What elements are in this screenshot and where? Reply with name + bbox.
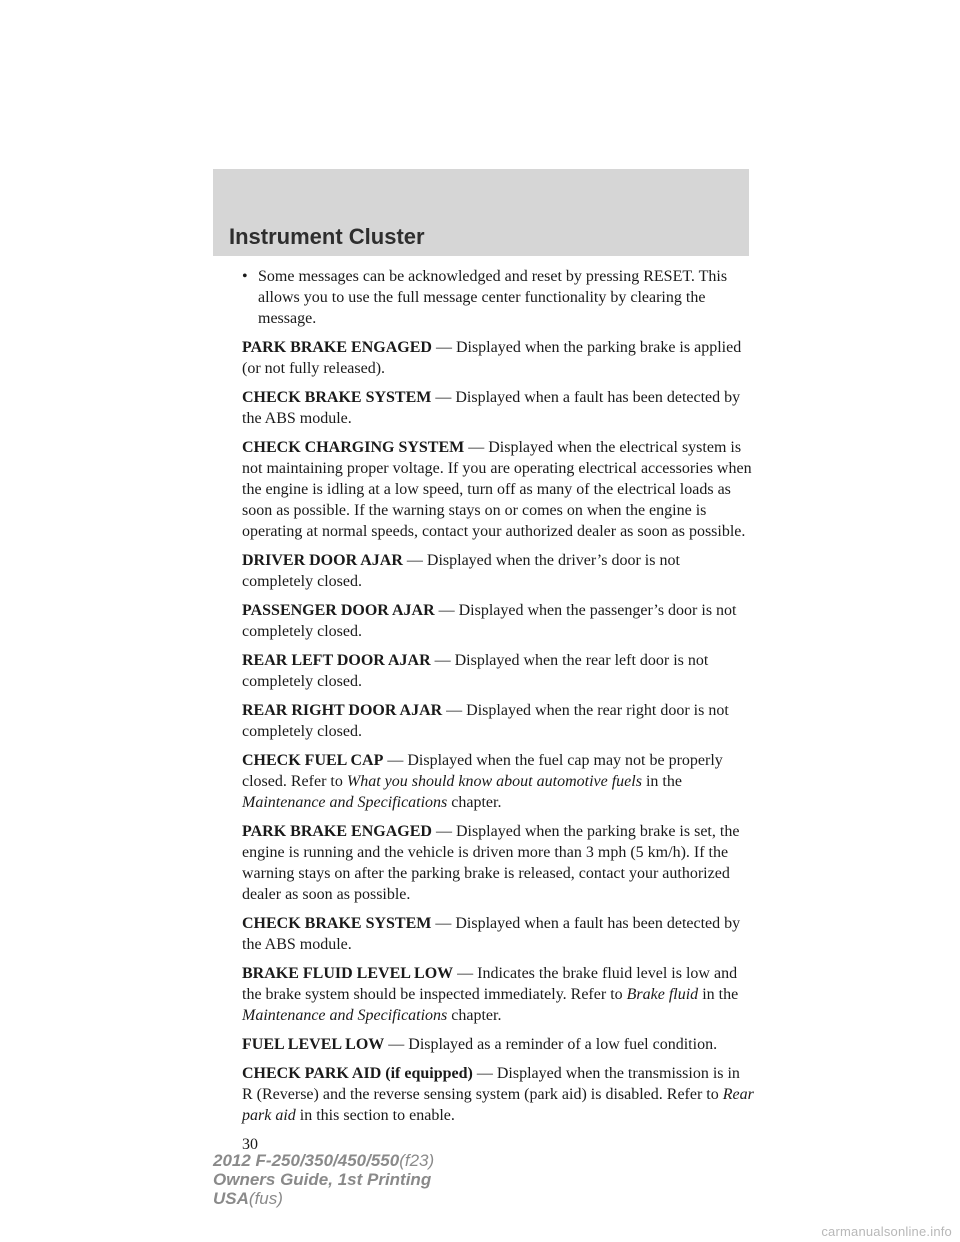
- message-entry: [242, 963, 754, 1026]
- message-entry: [242, 1063, 754, 1126]
- cross-reference-chapter: Maintenance and Specifications: [242, 794, 448, 811]
- message-entry: [242, 387, 754, 429]
- print-footer: [213, 1151, 434, 1208]
- message-list: [242, 337, 754, 1126]
- trailing-text: in this section to enable.: [299, 1107, 455, 1124]
- message-term: BRAKE FLUID LEVEL LOW: [242, 965, 454, 982]
- message-entry: [242, 650, 754, 692]
- message-term: PARK BRAKE ENGAGED: [242, 339, 432, 356]
- message-term: CHECK PARK AID (if equipped): [242, 1065, 473, 1082]
- message-description: — Displayed when the driver’s door is not completely closed.: [242, 552, 680, 590]
- cross-reference: Brake fluid: [626, 986, 699, 1003]
- chapter-header-band: [213, 169, 749, 256]
- message-description: — Displayed when the fuel cap may not be properly closed. Refer to: [242, 752, 723, 790]
- message-description: — Indicates the brake fluid level is low and the brake system should be inspected immediately. Refer to: [242, 965, 738, 1003]
- message-entry: [242, 337, 754, 379]
- bullet-mark: •: [242, 268, 248, 285]
- watermark: carmanualsonline.info: [821, 1224, 952, 1239]
- page-number: 30: [242, 1136, 258, 1153]
- message-entry: [242, 821, 754, 905]
- message-description: — Displayed when the parking brake is applied (or not fully released).: [242, 339, 742, 377]
- message-description: — Displayed when the passenger’s door is not completely closed.: [242, 602, 737, 640]
- cross-reference: What you should know about automotive fuels: [346, 773, 642, 790]
- footer-line-edition: Owners Guide, 1st Printing: [213, 1170, 432, 1189]
- message-entry: [242, 437, 754, 542]
- message-term: REAR RIGHT DOOR AJAR: [242, 702, 443, 719]
- connector-text: in the: [702, 986, 739, 1003]
- message-term: FUEL LEVEL LOW: [242, 1036, 385, 1053]
- message-description: — Displayed when the rear left door is not completely closed.: [242, 652, 709, 690]
- message-term: CHECK BRAKE SYSTEM: [242, 389, 432, 406]
- message-entry: [242, 600, 754, 642]
- message-term: DRIVER DOOR AJAR: [242, 552, 403, 569]
- message-term: PASSENGER DOOR AJAR: [242, 602, 435, 619]
- cross-reference: Rear park aid: [242, 1086, 754, 1124]
- footer-line-model: 2012 F-250/350/450/550(f23): [213, 1151, 435, 1170]
- bullet-item: [242, 266, 754, 329]
- message-entry: [242, 700, 754, 742]
- message-description: — Displayed as a reminder of a low fuel condition.: [388, 1036, 718, 1053]
- message-description: — Displayed when a fault has been detected by the ABS module.: [242, 915, 741, 953]
- message-entry: [242, 1034, 754, 1055]
- message-entry: [242, 913, 754, 955]
- page-content: [242, 266, 754, 1155]
- cross-reference-chapter: Maintenance and Specifications: [242, 1007, 448, 1024]
- message-term: CHECK CHARGING SYSTEM: [242, 439, 465, 456]
- message-entry: [242, 550, 754, 592]
- footer-line-region: USA(fus): [213, 1189, 283, 1208]
- message-description: — Displayed when the electrical system is not maintaining proper voltage. If you are operating electrical accessories when the engine is idling at a low speed, turn off as many of the electrical loads as soon as possible. If the warning stays on or comes on when the engine is operating at normal speeds, contact your authorized dealer as soon as possible.: [242, 439, 752, 540]
- trailing-text: chapter.: [451, 794, 502, 811]
- message-term: REAR LEFT DOOR AJAR: [242, 652, 431, 669]
- trailing-text: chapter.: [451, 1007, 502, 1024]
- message-description: — Displayed when the transmission is in R (Reverse) and the reverse sensing system (park aid) is disabled. Refer to: [242, 1065, 740, 1103]
- message-description: — Displayed when a fault has been detected by the ABS module.: [242, 389, 741, 427]
- message-entry: [242, 750, 754, 813]
- chapter-title: Instrument Cluster: [229, 224, 425, 249]
- message-term: CHECK FUEL CAP: [242, 752, 384, 769]
- message-term: CHECK BRAKE SYSTEM: [242, 915, 432, 932]
- bullet-text: Some messages can be acknowledged and reset by pressing RESET. This allows you to use the full message center functionality by clearing the message.: [258, 268, 728, 327]
- message-term: PARK BRAKE ENGAGED: [242, 823, 432, 840]
- connector-text: in the: [645, 773, 682, 790]
- message-description: — Displayed when the rear right door is not completely closed.: [242, 702, 729, 740]
- message-description: — Displayed when the parking brake is set, the engine is running and the vehicle is driven more than 3 mph (5 km/h). If the warning stays on after the parking brake is released, contact your authorized dealer as soon as possible.: [242, 823, 740, 903]
